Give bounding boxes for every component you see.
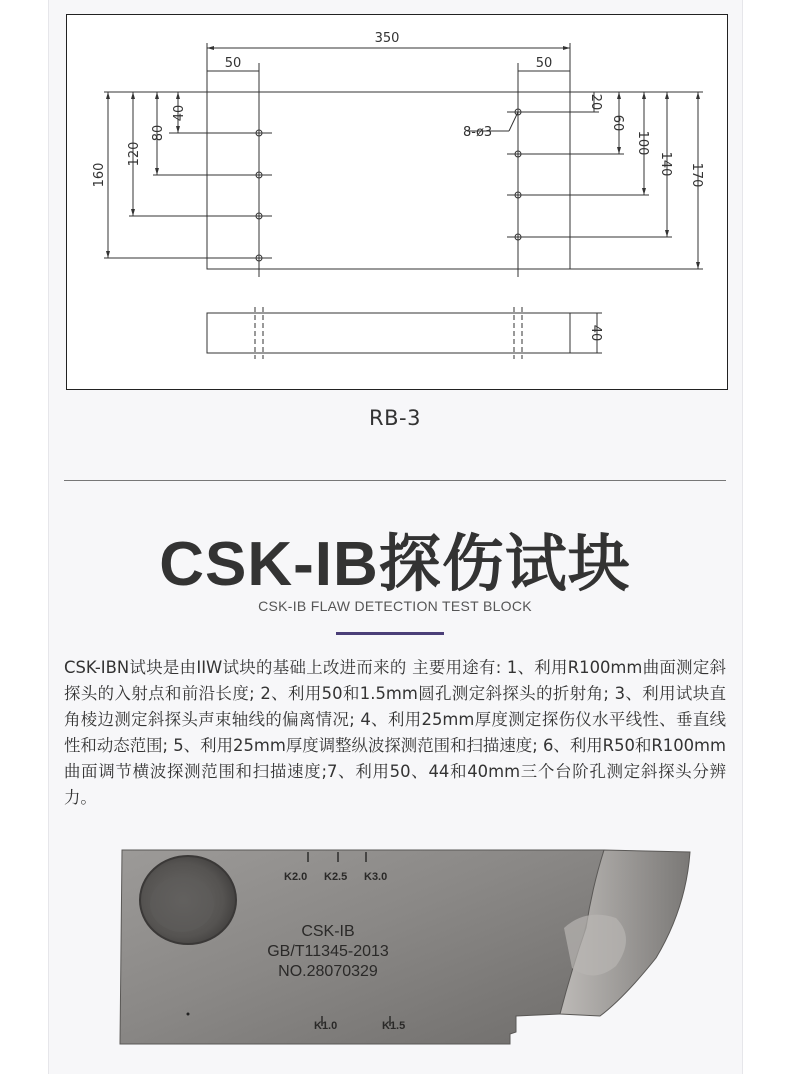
section-title: CSK-IB探伤试块 bbox=[159, 530, 631, 599]
dim-right-2: 60 bbox=[610, 114, 625, 132]
engraving-standard: GB/T11345-2013 bbox=[267, 943, 389, 960]
description-text: CSK-IBN试块是由IIW试块的基础上改进而来的 主要用途有: 1、利用R100mm曲面测定斜探头的入射点和前沿长度; 2、利用50和1.5mm圆孔测定斜探头的折射角; 3、利用试块直角棱边测定斜探头声束轴线的偏离情况; 4、利用25mm厚度测定探伤仪水平线性、垂直线性和动态范围; 5、利用25mm厚度调整纵波探测范围和扫描速度; 6、利用R50和R100mm曲面调节横波探测范围和扫描速度;7、利用50、44和40mm三个台阶孔测定斜探头分辨力。 bbox=[64, 658, 726, 807]
dim-right-4: 140 bbox=[658, 151, 673, 177]
section-divider bbox=[64, 480, 726, 481]
hole-note: 8-ø3 bbox=[463, 125, 493, 140]
dim-left-1: 40 bbox=[172, 104, 187, 122]
mark-k25: K2.5 bbox=[324, 871, 348, 883]
mark-k30: K3.0 bbox=[364, 871, 388, 883]
dim-left-3: 120 bbox=[127, 141, 142, 167]
engraving-serial: NO.28070329 bbox=[278, 963, 378, 980]
drawing-caption: RB-3 bbox=[369, 406, 421, 430]
dim-right-1: 20 bbox=[588, 93, 603, 111]
rb3-drawing-svg bbox=[67, 15, 727, 389]
mark-k15: K1.5 bbox=[382, 1020, 406, 1032]
engraving-model: CSK-IB bbox=[301, 923, 355, 940]
accent-bar bbox=[336, 632, 444, 635]
mark-k10: K1.0 bbox=[314, 1020, 338, 1032]
dim-thickness: 40 bbox=[588, 324, 603, 342]
mark-k20: K2.0 bbox=[284, 871, 308, 883]
block-outline-side bbox=[207, 313, 570, 353]
dim-right-3: 100 bbox=[635, 130, 650, 156]
test-block-photo bbox=[116, 848, 694, 1050]
dim-total-width: 350 bbox=[374, 31, 400, 46]
dim-left-offset: 50 bbox=[224, 56, 242, 71]
rb3-technical-drawing bbox=[66, 14, 728, 390]
block-outline-front bbox=[207, 92, 570, 269]
dim-right-offset: 50 bbox=[535, 56, 553, 71]
dim-left-2: 80 bbox=[151, 124, 166, 142]
dim-left-4: 160 bbox=[92, 162, 107, 188]
dim-right-5: 170 bbox=[689, 162, 704, 188]
section-subtitle: CSK-IB FLAW DETECTION TEST BLOCK bbox=[258, 598, 532, 614]
